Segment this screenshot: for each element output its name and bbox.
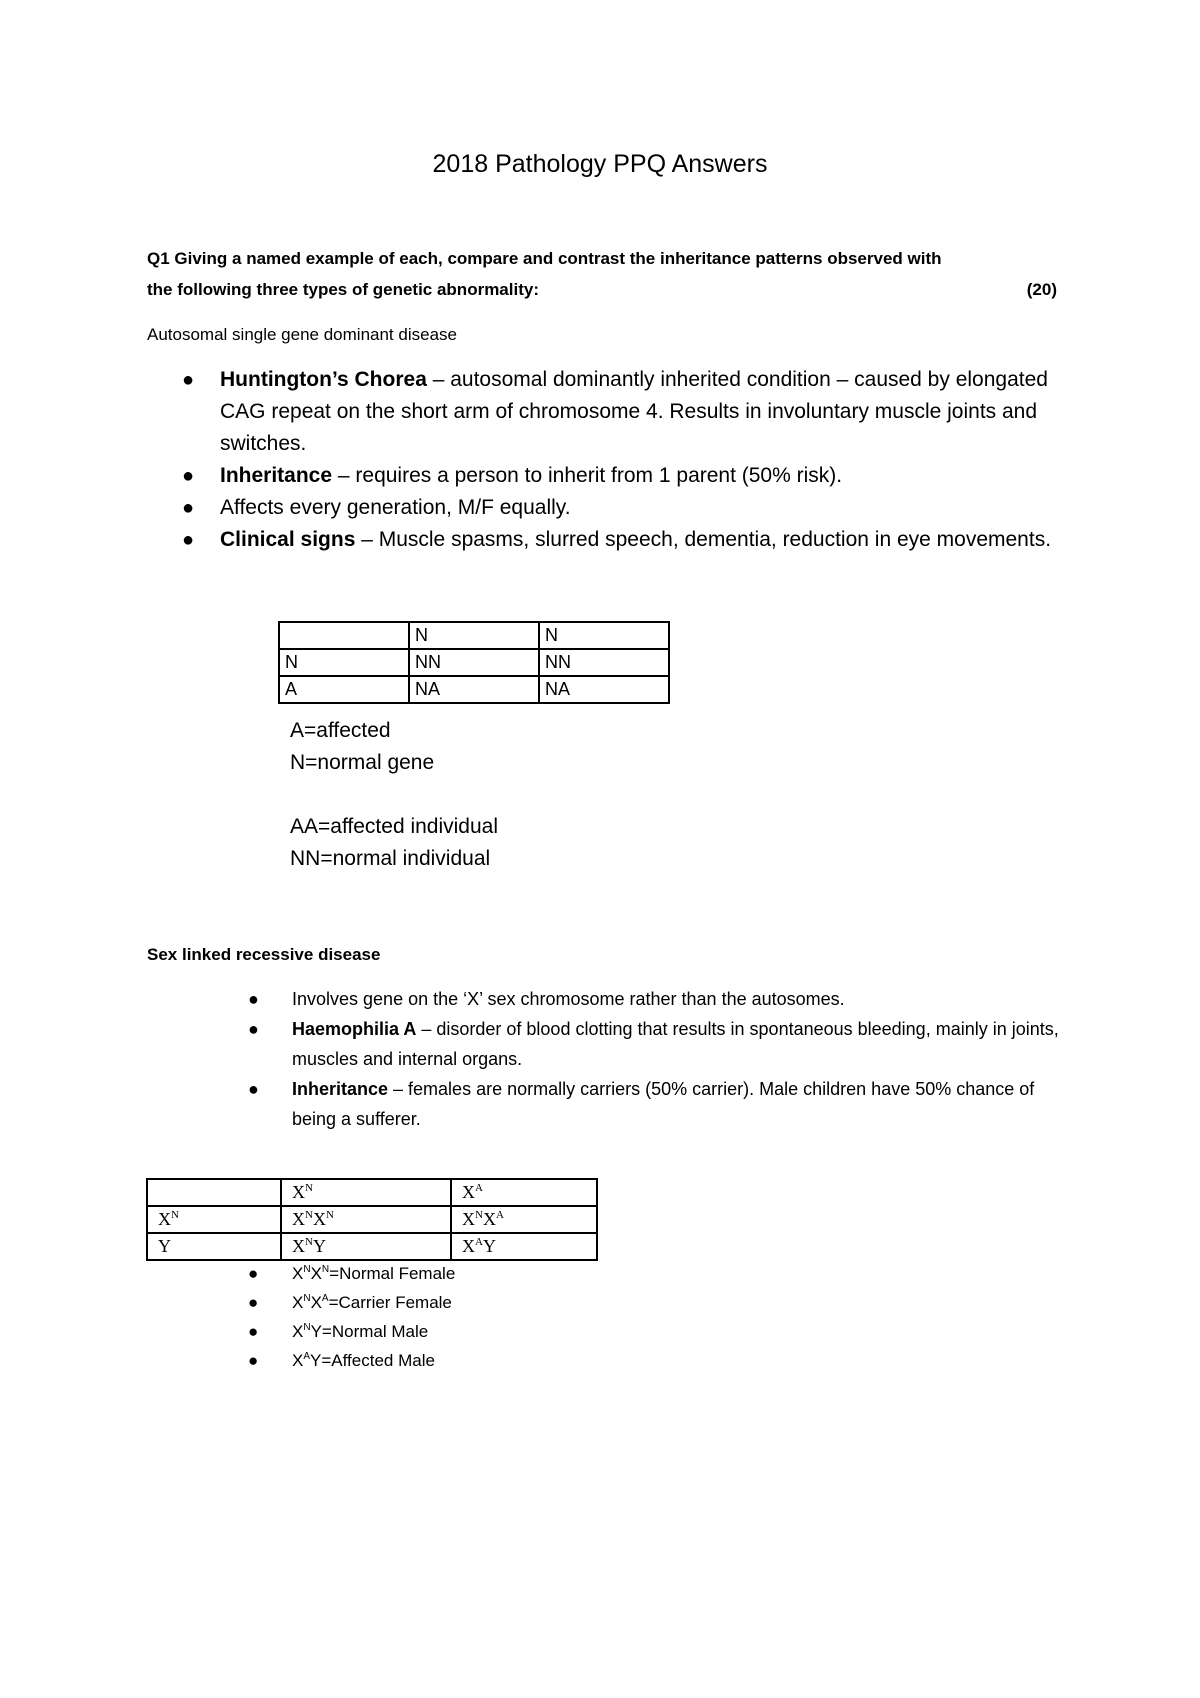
bullet-icon: ● xyxy=(248,1322,259,1341)
section-heading-autosomal: Autosomal single gene dominant disease xyxy=(147,325,457,344)
sex-linked-bullet-list xyxy=(248,984,1068,1134)
bullet-icon: ● xyxy=(248,1351,259,1370)
table-cell: N xyxy=(279,649,409,676)
table-row xyxy=(147,1233,597,1260)
table-cell: $X^NX^A$ xyxy=(451,1206,597,1233)
list-item: ● Huntington’s Chorea – autosomal dominantly inherited condition – caused by elongated CAG repeat on the short arm of chromosome 4. Results in involuntary muscle joints and switches. xyxy=(180,364,1060,460)
list-item: ● $X^AY=Affected$ Male xyxy=(248,1346,848,1375)
question-line-1: Q1 Giving a named example of each, compare and contrast the inheritance patterns observed with xyxy=(147,249,942,268)
autosomal-legend xyxy=(290,715,498,875)
list-item: ● $X^NX^N=Normal$ Female xyxy=(248,1259,848,1288)
table-cell: N xyxy=(409,622,539,649)
list-item: ● $X^NX^A=Carrier$ Female xyxy=(248,1288,848,1317)
question-line-2 xyxy=(147,279,1057,301)
table-cell: $X^A$ xyxy=(451,1179,597,1206)
bullet-icon: ● xyxy=(182,529,195,551)
list-item: ● Haemophilia A – disorder of blood clotting that results in spontaneous bleeding, mainly in joints, muscles and internal organs. xyxy=(248,1014,1068,1074)
bullet-icon: ● xyxy=(182,497,195,519)
bullet-icon: ● xyxy=(248,1019,259,1039)
table-cell: $X^NY$ xyxy=(281,1233,451,1260)
question-text: the following three types of genetic abnormality: xyxy=(147,280,539,299)
legend-item: NN=normal individual xyxy=(290,847,491,870)
table-cell: Y xyxy=(147,1233,281,1260)
autosomal-bullet-list xyxy=(180,364,1060,556)
table-row xyxy=(279,622,669,649)
table-row xyxy=(279,649,669,676)
punnett-square-sex-linked xyxy=(146,1178,598,1261)
legend-item: N=normal gene xyxy=(290,751,435,774)
table-row xyxy=(147,1206,597,1233)
punnett-square-autosomal xyxy=(278,621,670,704)
table-cell: NN xyxy=(409,649,539,676)
list-item: ● Affects every generation, M/F equally. xyxy=(180,492,1060,524)
bullet-icon: ● xyxy=(248,989,259,1009)
table-cell: NA xyxy=(539,676,669,703)
list-item: ● Clinical signs – Muscle spasms, slurred speech, dementia, reduction in eye movements. xyxy=(180,524,1060,556)
table-cell: $X^AY$ xyxy=(451,1233,597,1260)
table-cell xyxy=(147,1179,281,1206)
table-row xyxy=(279,676,669,703)
table-row xyxy=(147,1179,597,1206)
legend-item: AA=affected individual xyxy=(290,815,499,838)
table-cell: $X^N$ xyxy=(147,1206,281,1233)
page-title: 2018 Pathology PPQ Answers xyxy=(432,150,768,178)
table-cell: NN xyxy=(539,649,669,676)
bullet-icon: ● xyxy=(248,1293,259,1312)
table-cell: $X^NX^N$ xyxy=(281,1206,451,1233)
section-heading-sex-linked: Sex linked recessive disease xyxy=(147,945,381,964)
bullet-icon: ● xyxy=(248,1264,259,1283)
list-item: ● Inheritance – requires a person to inherit from 1 parent (50% risk). xyxy=(180,460,1060,492)
list-item: ● $X^NY=Normal$ Male xyxy=(248,1317,848,1346)
legend-item: A=affected xyxy=(290,719,391,742)
table-cell: N xyxy=(539,622,669,649)
bullet-icon: ● xyxy=(182,465,195,487)
list-item: ● Involves gene on the ‘X’ sex chromosome rather than the autosomes. xyxy=(248,984,1068,1014)
bullet-icon: ● xyxy=(248,1079,259,1099)
table-cell: A xyxy=(279,676,409,703)
table-cell xyxy=(279,622,409,649)
list-item: ● Inheritance – females are normally carriers (50% carrier). Male children have 50% chance of being a sufferer. xyxy=(248,1074,1068,1134)
table-cell: NA xyxy=(409,676,539,703)
genotype-key-list xyxy=(248,1259,848,1375)
table-cell: $X^N$ xyxy=(281,1179,451,1206)
bullet-icon: ● xyxy=(182,369,195,391)
question-marks: (20) xyxy=(1026,280,1057,299)
